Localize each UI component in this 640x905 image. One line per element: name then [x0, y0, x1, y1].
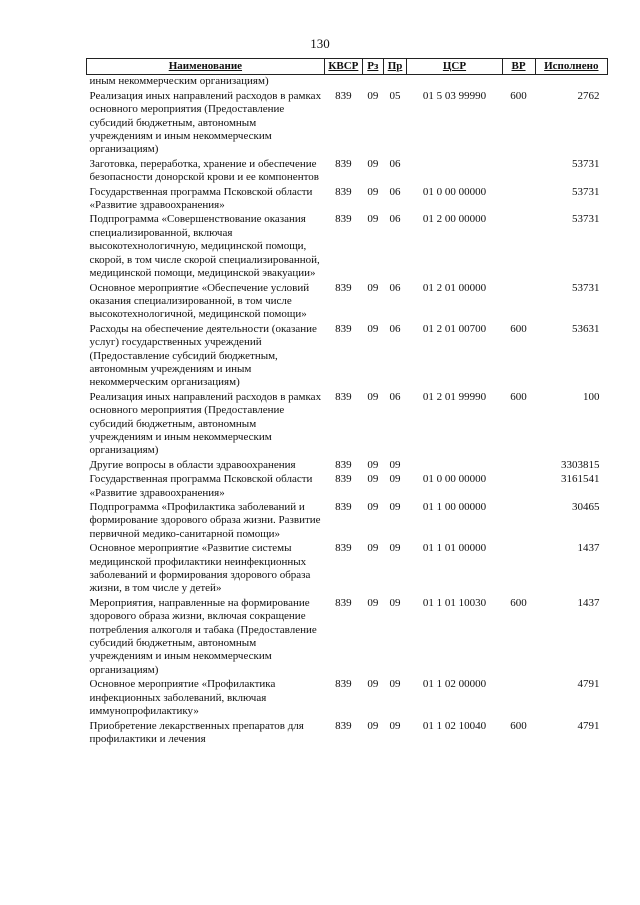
header-rz: Рз — [362, 59, 383, 75]
row-csr: 01 2 01 99990 — [422, 390, 487, 403]
row-kvsr: 839 — [335, 157, 352, 170]
row-vr — [502, 186, 535, 214]
row-kvsr: 839 — [335, 719, 352, 732]
header-name: Наименование — [87, 59, 325, 75]
row-kvsr: 839 — [335, 390, 352, 403]
row-pr: 09 — [389, 473, 401, 486]
row-name: Подпрограмма «Профилактика заболеваний и формирование здорового образа жизни. Развитие первичной медико-санитарной помощи» — [89, 501, 321, 540]
header-executed: Исполнено — [535, 59, 607, 75]
row-executed: 53631 — [572, 322, 600, 335]
row-vr — [502, 501, 535, 542]
row-kvsr: 839 — [335, 322, 352, 335]
row-executed: 1437 — [577, 542, 600, 555]
row-csr: 01 1 00 00000 — [422, 501, 487, 513]
row-executed — [535, 75, 607, 90]
row-csr: 01 0 00 00000 — [422, 185, 487, 198]
table-body — [87, 75, 608, 747]
budget-table — [86, 58, 608, 747]
row-vr — [502, 542, 535, 597]
table-row — [87, 720, 608, 748]
row-vr: 600 — [510, 719, 527, 732]
header-vr: ВР — [502, 59, 535, 75]
table-row — [87, 323, 608, 391]
row-pr: 05 — [389, 89, 401, 102]
row-executed: 100 — [583, 390, 600, 403]
row-executed: 53731 — [572, 213, 600, 226]
row-rz: 09 — [367, 473, 379, 486]
row-executed: 3303815 — [561, 458, 600, 471]
row-pr: 09 — [389, 719, 401, 732]
row-kvsr: 839 — [335, 185, 352, 198]
row-kvsr: 839 — [335, 89, 352, 102]
row-pr: 06 — [389, 390, 401, 403]
row-kvsr: 839 — [335, 596, 352, 609]
table-row — [87, 158, 608, 186]
row-vr — [502, 473, 535, 501]
row-executed: 53731 — [572, 281, 600, 294]
row-name: Государственная программа Псковской области «Развитие здравоохранения» — [89, 473, 313, 499]
row-kvsr: 839 — [335, 501, 352, 513]
row-pr: 06 — [389, 281, 401, 294]
row-pr: 09 — [389, 542, 401, 555]
row-name: Реализация иных направлений расходов в рамках основного мероприятия (Предоставление субсидий бюджетным, автономным учреждениям и иным некоммерческим организациям) — [89, 89, 322, 156]
row-pr: 06 — [389, 157, 401, 170]
row-vr — [502, 678, 535, 719]
row-name: Основное мероприятие «Обеспечение условий оказания специализированной, в том числе высокотехнологичной, медицинской помощи» — [89, 281, 310, 321]
row-executed: 1437 — [577, 596, 600, 609]
header-pr: Пр — [383, 59, 407, 75]
row-rz: 09 — [367, 213, 379, 226]
row-executed: 53731 — [572, 157, 600, 170]
row-pr: 09 — [389, 458, 401, 471]
table-header-row — [87, 59, 608, 75]
table-row — [87, 597, 608, 678]
row-csr: 01 1 01 10030 — [422, 596, 487, 609]
row-csr — [407, 158, 502, 186]
row-executed: 4791 — [577, 678, 600, 691]
row-name: Подпрограмма «Совершенствование оказания специализированной, включая высокотехнологичную, медицинской помощи, скорой, в том числе скорой специализированной, медицинской помощи, медицинской эвакуации» — [89, 213, 320, 280]
row-kvsr: 839 — [335, 458, 352, 471]
row-csr: 01 5 03 99990 — [422, 89, 487, 102]
row-rz: 09 — [367, 281, 379, 294]
table-row — [87, 678, 608, 719]
row-csr: 01 2 01 00000 — [422, 281, 487, 294]
table-row — [87, 90, 608, 158]
row-pr: 06 — [389, 322, 401, 335]
row-kvsr: 839 — [335, 213, 352, 226]
table-row — [87, 282, 608, 323]
row-vr — [502, 213, 535, 281]
row-vr: 600 — [510, 390, 527, 403]
row-name: Расходы на обеспечение деятельности (оказание услуг) государственных учреждений (Предоставление субсидий бюджетным, автономным учреждениям и иным некоммерческим организациям) — [89, 322, 317, 389]
row-executed: 2762 — [577, 89, 600, 102]
row-name: иным некоммерческим организациям) — [89, 75, 269, 88]
row-rz: 09 — [367, 390, 379, 403]
row-rz: 09 — [367, 596, 379, 609]
row-csr: 01 2 00 00000 — [422, 213, 487, 226]
table-row — [87, 186, 608, 214]
row-kvsr: 839 — [335, 678, 352, 691]
row-name: Основное мероприятие «Развитие системы медицинской профилактики неинфекционных заболеваний и формирования здорового образа жизни, в том числе у детей» — [89, 542, 311, 595]
row-rz: 09 — [367, 678, 379, 691]
row-rz: 09 — [367, 185, 379, 198]
row-vr — [502, 158, 535, 186]
row-pr: 09 — [389, 678, 401, 691]
row-rz: 09 — [367, 322, 379, 335]
row-name: Государственная программа Псковской области «Развитие здравоохранения» — [89, 185, 313, 212]
row-kvsr: 839 — [335, 542, 352, 555]
row-pr — [383, 75, 407, 90]
row-executed: 30465 — [572, 501, 600, 513]
row-rz: 09 — [367, 542, 379, 555]
row-name: Реализация иных направлений расходов в рамках основного мероприятия (Предоставление субсидий бюджетным, автономным учреждениям и иным некоммерческим организациям) — [89, 390, 322, 457]
row-csr: 01 0 00 00000 — [422, 473, 487, 486]
row-pr: 06 — [389, 213, 401, 226]
row-rz: 09 — [367, 719, 379, 732]
row-vr — [502, 282, 535, 323]
header-kvsr: КВСР — [324, 59, 362, 75]
row-name: Заготовка, переработка, хранение и обеспечение безопасности донорской крови и ее компонентов — [89, 157, 319, 184]
table-row — [87, 75, 608, 90]
row-kvsr — [324, 75, 362, 90]
row-vr — [502, 75, 535, 90]
row-name: Другие вопросы в области здравоохранения — [89, 458, 296, 471]
row-pr: 09 — [389, 596, 401, 609]
row-csr: 01 2 01 00700 — [422, 322, 487, 335]
table-row — [87, 542, 608, 597]
table-row — [87, 391, 608, 459]
row-rz: 09 — [367, 89, 379, 102]
row-csr: 01 1 01 00000 — [422, 542, 487, 555]
row-vr: 600 — [510, 322, 527, 335]
row-vr: 600 — [510, 596, 527, 609]
row-pr: 06 — [389, 185, 401, 198]
row-name: Основное мероприятие «Профилактика инфекционных заболеваний, включая иммунопрофилактику» — [89, 678, 276, 718]
row-executed: 53731 — [572, 185, 600, 198]
row-rz — [362, 75, 383, 90]
row-csr — [407, 75, 502, 90]
header-csr: ЦСР — [407, 59, 502, 75]
row-pr: 09 — [389, 501, 401, 513]
row-rz: 09 — [367, 501, 379, 513]
row-executed: 3161541 — [561, 473, 600, 486]
row-vr: 600 — [510, 89, 527, 102]
row-executed: 4791 — [577, 719, 600, 732]
row-name: Приобретение лекарственных препаратов для профилактики и лечения — [89, 719, 304, 745]
row-kvsr: 839 — [335, 473, 352, 486]
table-row — [87, 459, 608, 473]
row-rz: 09 — [367, 458, 379, 471]
table-row — [87, 473, 608, 501]
row-csr — [407, 459, 502, 473]
page-number: 130 — [310, 36, 330, 51]
row-csr: 01 1 02 00000 — [422, 678, 487, 691]
row-csr: 01 1 02 10040 — [422, 719, 487, 732]
table-row — [87, 213, 608, 281]
table-row — [87, 501, 608, 542]
row-name: Мероприятия, направленные на формирование здорового образа жизни, включая сокращение потребления алкоголя и табака (Предоставление субсидий бюджетным, автономным учреждениям и иным некоммерческим организациям) — [89, 596, 317, 676]
row-vr — [502, 459, 535, 473]
row-kvsr: 839 — [335, 281, 352, 294]
row-rz: 09 — [367, 157, 379, 170]
